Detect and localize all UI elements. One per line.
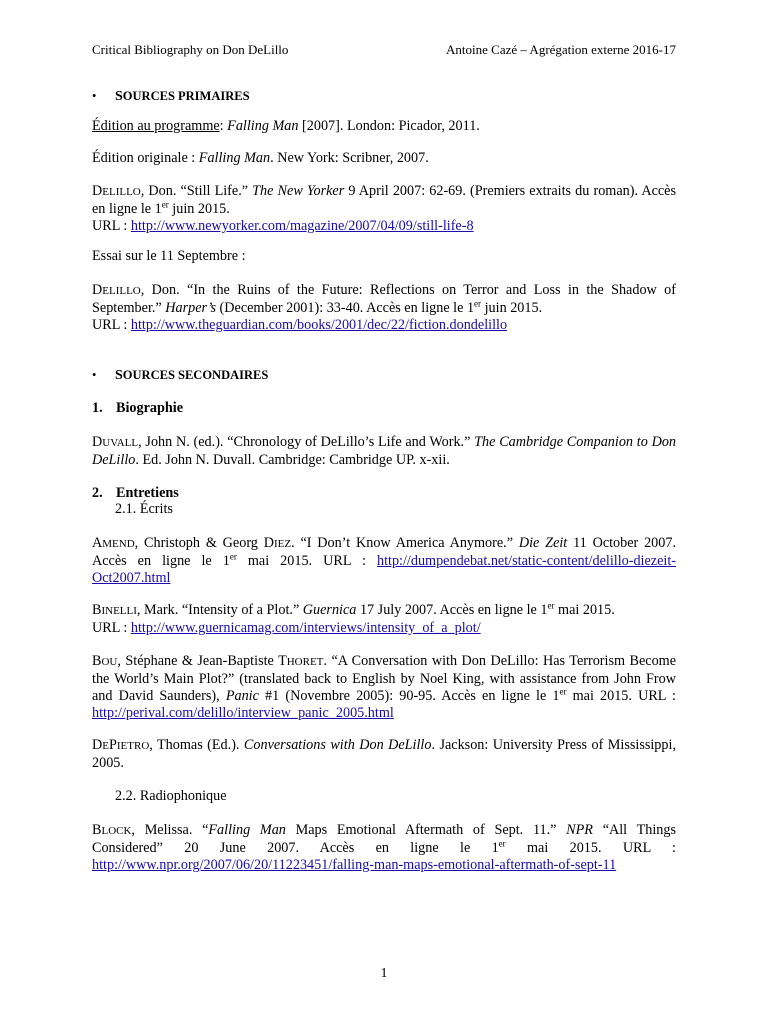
block-link[interactable]: http://www.npr.org/2007/06/20/11223451/falling-man-maps-emotional-aftermath-of-sept-11: [92, 857, 617, 873]
entry-still-life: DELILLO, Don. “Still Life.” The New Yorker 9 April 2007: 62-69. (Premiers extraits du roman). Accès en ligne le 1er juin 2015. URL : http://www.newyorker.com/magazine/2007/04/09/still-life-8: [92, 183, 676, 234]
ruins-link[interactable]: http://www.theguardian.com/books/2001/dec/22/fiction.dondelillo: [130, 317, 508, 333]
entry-depietro: DEPIETRO, Thomas (Ed.). Conversations with Don DeLillo. Jackson: University Press of Mississippi, 2005.: [92, 737, 676, 771]
header-author: Antoine Cazé – Agrégation externe 2016-17: [446, 42, 676, 57]
bou-link[interactable]: http://perival.com/delillo/interview_panic_2005.html: [92, 705, 394, 721]
bullet-icon: •: [92, 368, 97, 382]
entry-binelli: BINELLI, Mark. “Intensity of a Plot.” Guernica 17 July 2007. Accès en ligne le 1er mai 2015. URL : http://www.guernicamag.com/interviews/intensity_of_a_plot/: [92, 600, 615, 636]
subheading-radiophonique: 2.2. Radiophonique: [115, 788, 227, 804]
entry-ruins: DELILLO, Don. “In the Ruins of the Future: Reflections on Terror and Loss in the Shadow of September.” Harper’s (December 2001): 33-40. Accès en ligne le 1er juin 2015. URL : http://www.theguardian.com/books/2001/dec/22/fiction.dondelillo: [92, 282, 676, 333]
amend-link[interactable]: http://dumpendebat.net/static-content/delillo-diezeit-Oct2007.html: [92, 553, 676, 586]
subheading-ecrits: 2.1. Écrits: [115, 501, 173, 517]
edition-originale: Édition originale : Falling Man. New York: Scribner, 2007.: [92, 150, 429, 166]
heading-entretiens: 2. Entretiens: [92, 485, 179, 501]
document-page: Critical Bibliography on Don DeLillo Antoine Cazé – Agrégation externe 2016-17 • SOURCES PRIMAIRES Édition au programme: Falling Man [2007]. London: Picador, 2011. Édition originale : Falling Man. New York: Scribner, 2007. DELILLO, Don. “Still Life.” The New Yorker 9 April 2007: 62-69. (Premiers extraits du roman). Accès en ligne le 1er juin 2015. URL : http://www.newyorker.com/magazine/2007/04/09/still-life-8 Essai sur le 11 Septembre : DELILLO, Don. “In the Ruins of the Future: Reflections on Terror and Loss in the Shadow of September.” Harper’s (December 2001): 33-40. Accès en ligne le 1er juin 2015. URL : http://www.theguardian.com/books/2001/dec/22/fiction.dondelillo • SOURCES SECONDAIRES 1. Biographie DUVALL, John N. (ed.). “Chronology of DeLillo’s Life and Work.” The Cambridge Companion to Don DeLillo. Ed. John N. Duvall. Cambridge: Cambridge UP. x-xii. 2. Entretiens 2.1. Écrits AMEND, Christoph & Georg DIEZ. “I Don’t Know America Anymore.” Die Zeit 11 October 2007. Accès en ligne le 1er mai 2015. URL : http://dumpendebat.net/static-content/delillo-diezeit-Oct2007.html BINELLI, Mark. “Intensity of a Plot.” Guernica 17 July 2007. Accès en ligne le 1er mai 2015. URL : http://www.guernicamag.com/interviews/intensity_of_a_plot/ BOU, Stéphane & Jean-Baptiste THORET. “A Conversation with Don DeLillo: Has Terrorism Become the World’s Main Plot?” (translated back to English by Noel King, with assistance from John Frow and David Saunders), Panic #1 (Novembre 2005): 90-95. Accès en ligne le 1er mai 2015. URL : http://perival.com/delillo/interview_panic_2005.html DEPIETRO, Thomas (Ed.). Conversations with Don DeLillo. Jackson: University Press of Mississippi, 2005. 2.2. Radiophonique BLOCK, Melissa. “Falling Man Maps Emotional Aftermath of Sept. 11.” NPR “All Things Considered” 20 June 2007. Accès en ligne le 1er mai 2015. URL : http://www.npr.org/2007/06/20/11223451/falling-man-maps-emotional-aftermath-of-sept-11 1: [0, 0, 768, 1024]
essai-label: Essai sur le 11 Septembre :: [92, 248, 246, 264]
bullet-icon: •: [92, 89, 97, 103]
entry-amend: AMEND, Christoph & Georg DIEZ. “I Don’t Know America Anymore.” Die Zeit 11 October 2007. Accès en ligne le 1er mai 2015. URL : http://dumpendebat.net/static-content/delillo-diezeit-Oct2007.html: [92, 535, 677, 586]
page-number: 1: [380, 966, 388, 981]
header-title: Critical Bibliography on Don DeLillo: [92, 42, 289, 57]
edition-programme: Édition au programme: Falling Man [2007]. London: Picador, 2011.: [92, 118, 480, 134]
heading-biographie: 1. Biographie: [92, 400, 184, 416]
entry-bou: BOU, Stéphane & Jean-Baptiste THORET. “A Conversation with Don DeLillo: Has Terrorism Become the World’s Main Plot?” (translated back to English by Noel King, with assistance from John Frow and David Saunders), Panic #1 (Novembre 2005): 90-95. Accès en ligne le 1er mai 2015. URL : http://perival.com/delillo/interview_panic_2005.html: [92, 653, 676, 721]
still-life-link[interactable]: http://www.newyorker.com/magazine/2007/04/09/still-life-8: [130, 218, 474, 234]
entry-block: BLOCK, Melissa. “Falling Man Maps Emotional Aftermath of Sept. 11.” NPR “All Things Considered” 20 June 2007. Accès en ligne le 1er mai 2015. URL : http://www.npr.org/2007/06/20/11223451/falling-man-maps-emotional-aftermath-of-sept-11: [92, 822, 676, 873]
binelli-link[interactable]: http://www.guernicamag.com/interviews/intensity_of_a_plot/: [130, 620, 481, 636]
entry-duvall: DUVALL, John N. (ed.). “Chronology of DeLillo’s Life and Work.” The Cambridge Companion to Don DeLillo. Ed. John N. Duvall. Cambridge: Cambridge UP. x-xii.: [92, 434, 677, 468]
